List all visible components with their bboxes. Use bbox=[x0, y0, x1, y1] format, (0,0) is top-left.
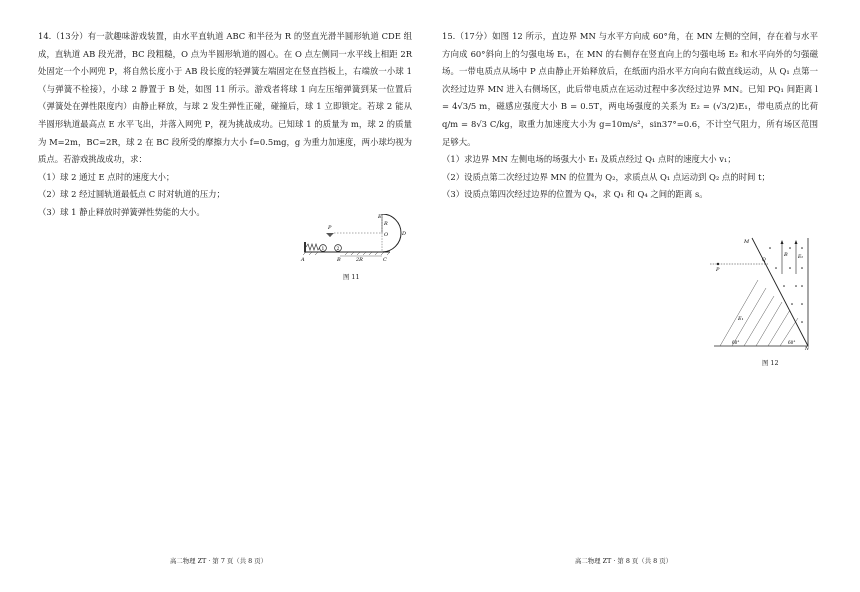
figure-12-caption: 图 12 bbox=[762, 359, 779, 367]
question-15 bbox=[442, 28, 818, 204]
label-r: R bbox=[384, 221, 388, 227]
label-p15: P bbox=[716, 267, 720, 273]
figure-12 bbox=[710, 234, 810, 350]
spring bbox=[306, 244, 320, 250]
label-a: A bbox=[301, 257, 305, 263]
label-c: C bbox=[383, 257, 387, 263]
field-lines-e1 bbox=[720, 280, 798, 346]
ball-2-label: 2 bbox=[336, 247, 340, 252]
q15-item-1: （1）求边界 MN 左侧电场的场强大小 E₁ 及质点经过 Q₁ 点时的速度大小 v₁； bbox=[442, 154, 736, 165]
net-p bbox=[326, 233, 334, 237]
q15-stem: 15.（17分）如图 12 所示，直边界 MN 与水平方向成 60°角，在 MN 左侧的空间，存在着与水平方向成 60°斜向上的匀强电场 E₁，在 MN 的右侧存在竖直向上的匀强电场 E₂ 和水平向外的匀强磁场。一带电质点从场中 P 点由静止开始释放后，在纸面内沿水平方向向右做直线运动，从 Q₁ 点第一次经过边界 MN 进入右侧场区，此后带电质点在运动过程中多次经过边界 MN。已知 PQ₁ 间距离 l = 4√3/5 m，磁感应强度大小 B = 0.5T，两电场强度的关系为 E₂ = (√3/2)E₁，带电质点的比荷 q/m = 8√3 C/kg，取重力加速度大小为 g=10m/s²，sin37°=0.6，不计空气阻力，所有场区范围足够大。 bbox=[442, 31, 818, 147]
figure-11 bbox=[300, 214, 420, 266]
label-e2: E₂ bbox=[798, 255, 804, 260]
label-angle-1: 60° bbox=[732, 340, 740, 345]
q15-item-2: （2）设质点第二次经过边界 MN 的位置为 Q₂，求质点从 Q₁ 点运动到 Q₂ 点的时间 t； bbox=[442, 171, 770, 182]
label-n: N bbox=[805, 347, 809, 350]
q14-item-2: （2）球 2 经过圆轨道最低点 C 时对轨道的压力； bbox=[38, 189, 225, 200]
page-right bbox=[430, 0, 860, 592]
wall bbox=[304, 242, 306, 252]
field-lines-e2 bbox=[782, 242, 796, 274]
e2-arrowheads bbox=[781, 240, 798, 244]
question-14 bbox=[38, 28, 412, 222]
page-footer-right: 高二物理 ZT · 第 8 页（共 8 页） bbox=[575, 557, 672, 565]
label-d: D bbox=[402, 231, 407, 237]
q14-item-1: （1）球 2 通过 E 点时的速度大小； bbox=[38, 171, 175, 182]
q15-item-3: （3）设质点第四次经过边界的位置为 Q₄，求 Q₁ 和 Q₄ 之间的距离 s。 bbox=[442, 189, 708, 200]
ball-1-label: 1 bbox=[321, 247, 325, 252]
q14-item-3: （3）球 1 静止释放时弹簧弹性势能的大小。 bbox=[38, 206, 205, 217]
figure-11-caption: 图 11 bbox=[343, 273, 360, 281]
q14-stem: 14.（13分）有一款趣味游戏装置，由水平直轨道 ABC 和半径为 R 的竖直光滑半圆形轨道 CDE 组成，直轨道 AB 段光滑，BC 段粗糙，O 点为半圆形轨道的圆心。在 O 点左侧同一水平线上相距 2R 处固定一个小网兜 P，将自然长度小于 AB 段长度的轻弹簧左端固定在竖直挡板上，右端放一小球 1（与弹簧不栓接），小球 2 静置于 B 处，如图 11 所示。游戏者将球 1 向左压缩弹簧到某一位置后（弹簧处在弹性限度内）由静止释放，与球 2 发生弹性正碰，碰撞后，球 1 立即锁定。若球 2 能从半圆形轨道最高点 E 水平飞出，并落入网兜 P，视为挑战成功。已知球 1 的质量为 m，球 2 的质量为 M=2m，BC=2R，球 2 在 BC 段所受的摩擦力大小 f=0.5mg，g 为重力加速度，两小球均视为质点。若游戏挑战成功，求： bbox=[38, 31, 412, 165]
label-o: O bbox=[384, 232, 389, 238]
label-b15: B bbox=[784, 252, 788, 258]
label-angle-2: 60° bbox=[788, 340, 796, 345]
label-2r: 2R bbox=[356, 257, 363, 263]
page-footer-left: 高二物理 ZT · 第 7 页（共 8 页） bbox=[170, 557, 267, 565]
label-m: M bbox=[744, 239, 750, 245]
label-q1: Q bbox=[762, 258, 766, 263]
label-b: B bbox=[337, 257, 341, 263]
label-e: E bbox=[378, 214, 382, 220]
label-p: P bbox=[328, 225, 332, 231]
label-e1: E₁ bbox=[738, 316, 744, 322]
